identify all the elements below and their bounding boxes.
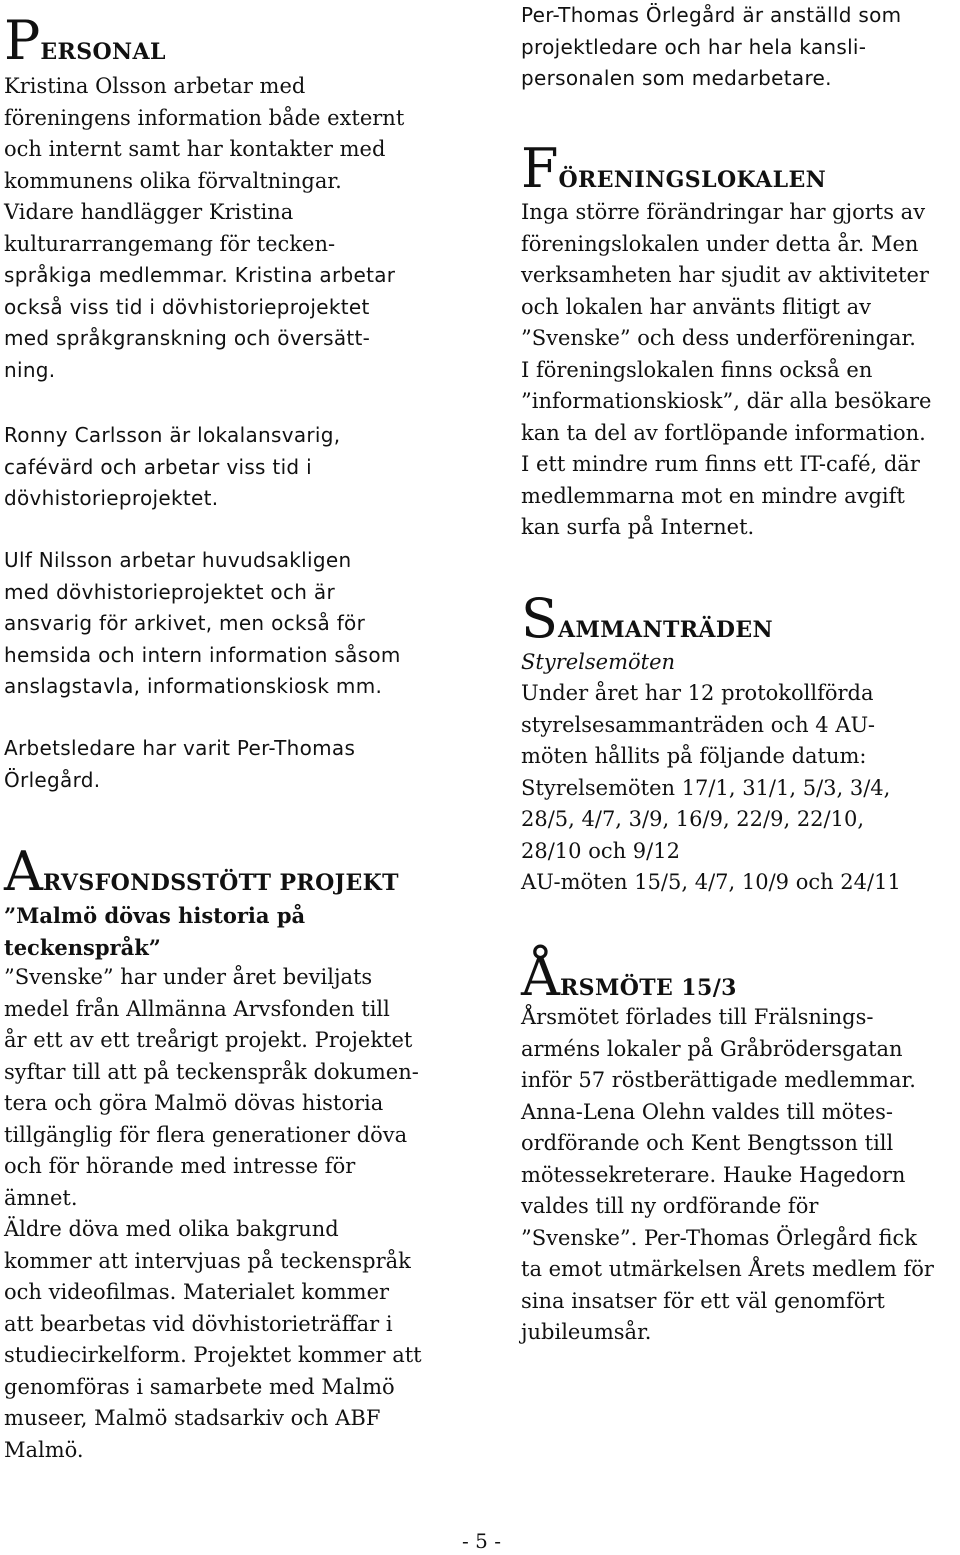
text-line: Örlegård. xyxy=(4,767,101,792)
text-line: tera och göra Malmö dövas historia xyxy=(4,1091,384,1115)
text-line: Ulf Nilsson arbetar huvudsakligen xyxy=(4,548,352,572)
text-line: och lokalen har använts flitigt av xyxy=(521,294,871,319)
foreningslokalen-body xyxy=(521,197,931,544)
text-line: ansvarig för arkivet, men också för xyxy=(4,611,366,635)
foreningslokalen-heading: FÖRENINGSLOKALEN xyxy=(521,137,827,200)
text-line: och för hörande med intresse för xyxy=(4,1154,356,1178)
arvsfond-body xyxy=(4,962,422,1466)
personal-heading: PERSONAL xyxy=(4,9,166,72)
text-line: AU-möten 15/5, 4/7, 10/9 och 24/11 xyxy=(521,870,901,894)
text-line: Inga större förändringar har gjorts av xyxy=(521,200,926,224)
text-line: också viss tid i dövhistorieprojektet xyxy=(4,294,370,319)
text-line: Kristina Olsson arbetar med xyxy=(4,74,306,98)
text-line: genomföras i samarbete med Malmö xyxy=(4,1374,395,1399)
text-line: I ett mindre rum finns ett IT-café, där xyxy=(521,452,920,476)
text-line: med språkgranskning och översätt- xyxy=(4,326,371,350)
text-line: ”Malmö dövas historia på xyxy=(4,903,306,928)
text-line: kommunens olika förvaltningar. xyxy=(4,168,342,193)
text-line: projektledare och har hela kansli- xyxy=(521,34,867,59)
text-line: kan ta del av fortlöpande information. xyxy=(521,420,926,445)
text-line: studiecirkelform. Projektet kommer att xyxy=(4,1343,422,1367)
text-line: 28/5, 4/7, 3/9, 16/9, 22/9, 22/10, xyxy=(521,807,865,831)
text-line: I föreningslokalen finns också en xyxy=(521,357,873,382)
personal-paragraph-2 xyxy=(4,420,340,515)
text-line: Under året har 12 protokollförda xyxy=(521,681,874,705)
text-line: Ronny Carlsson är lokalansvarig, xyxy=(4,423,341,447)
text-line: dövhistorieprojektet. xyxy=(4,486,219,510)
arvsfond-heading: ARVSFONDSSTÖTT PROJEKT xyxy=(4,840,399,903)
page-number: - 5 - xyxy=(462,1529,501,1553)
text-line: museer, Malmö stadsarkiv och ABF xyxy=(4,1406,381,1430)
text-line: Arbetsledare har varit Per-Thomas xyxy=(4,736,356,760)
text-line: tillgänglig för flera generationer döva xyxy=(4,1122,408,1147)
text-line: Per-Thomas Örlegård är anställd som xyxy=(521,3,902,27)
text-line: och videofilmas. Materialet kommer xyxy=(4,1280,390,1304)
text-line: föreningslokalen under detta år. Men xyxy=(521,231,919,256)
text-line: Anna-Lena Olehn valdes till mötes- xyxy=(521,1099,893,1124)
text-line: teckenspråk” xyxy=(4,934,161,960)
text-line: föreningens information både externt xyxy=(4,105,405,130)
text-line: möten hållits på följande datum: xyxy=(521,744,867,768)
intro-paragraph xyxy=(521,0,901,95)
arsmote-body xyxy=(521,1002,934,1349)
text-line: jubileumsår. xyxy=(521,1320,652,1344)
text-line: ”Svenske” och dess underföreningar. xyxy=(521,326,916,350)
text-line: ”informationskiosk”, där alla besökare xyxy=(521,389,932,413)
text-line: med dövhistorieprojektet och är xyxy=(4,579,335,604)
text-line: arméns lokaler på Gråbrödersgatan xyxy=(521,1036,903,1061)
text-line: hemsida och intern information såsom xyxy=(4,642,401,667)
text-line: ”Svenske”. Per-Thomas Örlegård fick xyxy=(521,1225,918,1250)
text-line: ta emot utmärkelsen Årets medlem för xyxy=(521,1257,934,1281)
text-line: personalen som medarbetare. xyxy=(521,66,832,90)
text-line: ämnet. xyxy=(4,1185,78,1210)
text-line: mötessekreterare. Hauke Hagedorn xyxy=(521,1162,906,1187)
text-line: verksamheten har sjudit av aktiviteter xyxy=(521,263,929,287)
text-line: styrelsesammanträden och 4 AU- xyxy=(521,712,875,737)
text-line: Vidare handlägger Kristina xyxy=(4,200,294,224)
text-line: Styrelsemöten 17/1, 31/1, 5/3, 3/4, xyxy=(521,775,891,800)
text-line: kan surfa på Internet. xyxy=(521,515,755,539)
personal-paragraph-3 xyxy=(4,545,401,703)
text-line: valdes till ny ordförande för xyxy=(521,1194,819,1218)
text-line: språkiga medlemmar. Kristina arbetar xyxy=(4,263,396,287)
text-line: kulturarrangemang för tecken- xyxy=(4,231,336,256)
text-line: inför 57 röstberättigade medlemmar. xyxy=(521,1068,916,1092)
sammantraden-body xyxy=(521,678,901,899)
text-line: cafévärd och arbetar viss tid i xyxy=(4,454,312,479)
personal-paragraph-1 xyxy=(4,71,404,386)
text-line: Äldre döva med olika bakgrund xyxy=(4,1217,339,1241)
styrelsemoten-subheading: Styrelsemöten xyxy=(521,650,676,674)
text-line: kommer att intervjuas på teckenspråk xyxy=(4,1248,411,1273)
text-line: ordförande och Kent Bengtsson till xyxy=(521,1131,894,1155)
arsmote-heading: ÅRSMÖTE 15/3 xyxy=(521,945,737,1008)
arvsfond-subtitle xyxy=(4,900,305,963)
text-line: medlemmarna mot en mindre avgift xyxy=(521,483,905,508)
text-line: ”Svenske” har under året beviljats xyxy=(4,965,373,989)
text-line: Malmö. xyxy=(4,1437,84,1462)
text-line: ning. xyxy=(4,357,56,382)
personal-paragraph-4 xyxy=(4,733,355,796)
text-line: Årsmötet förlades till Frälsnings- xyxy=(521,1005,874,1029)
text-line: och internt samt har kontakter med xyxy=(4,137,386,161)
text-line: sina insatser för ett väl genomfört xyxy=(521,1288,885,1313)
text-line: medel från Allmänna Arvsfonden till xyxy=(4,996,390,1021)
text-line: att bearbetas vid dövhistorieträffar i xyxy=(4,1311,393,1336)
sammantraden-heading: SAMMANTRÄDEN xyxy=(521,587,774,650)
text-line: år ett av ett treårigt projekt. Projektet xyxy=(4,1028,413,1052)
text-line: 28/10 och 9/12 xyxy=(521,838,680,863)
text-line: anslagstavla, informationskiosk mm. xyxy=(4,674,383,698)
text-line: syftar till att på teckenspråk dokumen- xyxy=(4,1059,419,1084)
